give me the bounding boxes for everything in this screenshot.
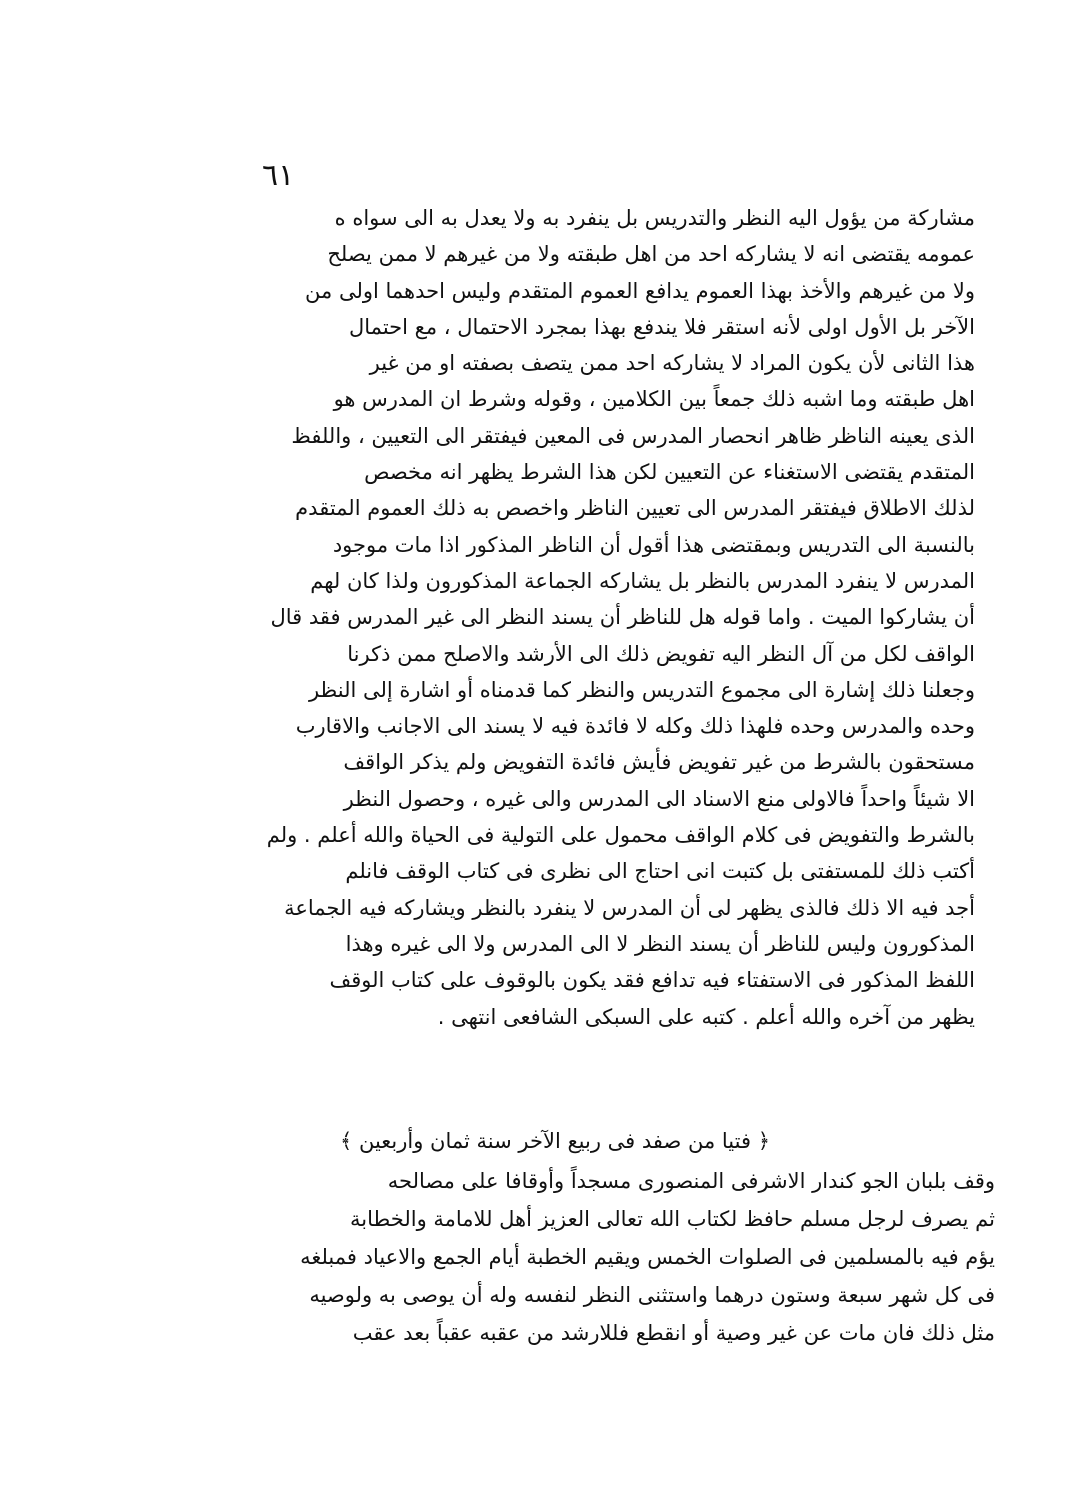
text-line: المتقدم يقتضى الاستغناء عن التعيين لكن هذا الشرط يظهر انه مخصص — [364, 460, 975, 485]
page-number: ٦١ — [262, 158, 295, 193]
second-paragraph — [165, 1162, 995, 1352]
text-line: يؤم فيه بالمسلمين فى الصلوات الخمس ويقيم الخطبة أيام الجمع والاعياد فمبلغه — [300, 1245, 995, 1269]
text-line: ولا من غيرهم والأخذ بهذا العموم يدافع العموم المتقدم وليس احدهما اولى من — [305, 278, 975, 303]
main-paragraph — [190, 200, 975, 1035]
text-line: ثم يصرف لرجل مسلم حافظ لكتاب الله تعالى العزيز أهل للامامة والخطابة — [350, 1207, 995, 1231]
text-line: أكتب ذلك للمستفتى بل كتبت انى احتاج الى نظرى فى كتاب الوقف فانلم — [345, 859, 975, 884]
text-line: وحده والمدرس وحده فلهذا ذلك وكله لا فائدة فيه لا يسند الى الاجانب والاقارب — [295, 714, 975, 739]
text-line: الآخر بل الأول اولى لأنه استقر فلا يندفع بهذا بمجرد الاحتمال ، مع احتمال — [349, 314, 975, 339]
text-line: عمومه يقتضى انه لا يشاركه احد من اهل طبقته ولا من غيرهم لا ممن يصلح — [327, 242, 975, 267]
text-line: مشاركة من يؤول اليه النظر والتدريس بل ينفرد به ولا يعدل به الى سواه ه — [334, 206, 975, 230]
text-line: المذكورون وليس للناظر أن يسند النظر لا الى المدرس ولا الى غيره وهذا — [345, 931, 975, 956]
text-line: لذلك الاطلاق فيفتقر المدرس الى تعيين الناظر واخصص به ذلك العموم المتقدم — [295, 496, 975, 521]
text-line: وقف بلبان الجو كندار الاشرفى المنصورى مسجداً وأوقافا على مصالحه — [387, 1169, 995, 1193]
text-line: بالنسبة الى التدريس وبمقتضى هذا أقول أن الناظر المذكور اذا مات موجود — [332, 532, 975, 557]
text-line: مستحقون بالشرط من غير تفويض فأيش فائدة التفويض ولم يذكر الواقف — [343, 750, 975, 775]
text-line: بالشرط والتفويض فى كلام الواقف محمول على التولية فى الحياة والله أعلم . ولم — [266, 823, 975, 848]
text-line: هذا الثانى لأن يكون المراد لا يشاركه احد ممن يتصف بصفته او من غير — [369, 351, 975, 376]
text-line: المدرس لا ينفرد المدرس بالنظر بل يشاركه الجماعة المذكورون ولذا كان لهم — [310, 568, 975, 593]
text-line: يظهر من آخره والله أعلم . كتبه على السبكى الشافعى انتهى . — [437, 1004, 975, 1029]
text-line: فى كل شهر سبعة وستون درهما واستثنى النظر لنفسه وله أن يوصى به ولوصيه — [309, 1283, 995, 1307]
text-line: أن يشاركوا الميت . واما قوله هل للناظر أن يسند النظر الى غير المدرس فقد قال — [270, 605, 975, 630]
text-line: مثل ذلك فان مات عن غير وصية أو انقطع فللارشد من عقبه عقباً بعد عقب — [352, 1321, 995, 1345]
text-line: أجد فيه الا ذلك فالذى يظهر لى أن المدرس لا ينفرد بالنظر ويشاركه فيه الجماعة — [284, 895, 975, 920]
text-line: وجعلنا ذلك إشارة الى مجموع التدريس والنظر كما قدمناه أو اشارة إلى النظر — [308, 677, 975, 702]
text-line: الا شيئاً واحداً فالاولى منع الاسناد الى المدرس والى غيره ، وحصول النظر — [343, 786, 975, 811]
text-line: اهل طبقته وما اشبه ذلك جمعاً بين الكلامين ، وقوله وشرط ان المدرس هو — [333, 387, 975, 412]
text-line: الواقف لكل من آل النظر اليه تفويض ذلك الى الأرشد والاصلح ممن ذكرنا — [347, 641, 975, 666]
section-heading: ﴿ فتيا من صفد فى ربيع الآخر سنة ثمان وأربعين ﴾ — [339, 1129, 771, 1153]
text-line: اللفظ المذكور فى الاستفتاء فيه تدافع فقد يكون بالوقوف على كتاب الوقف — [329, 968, 975, 993]
text-line: الذى يعينه الناظر ظاهر انحصار المدرس فى المعين فيفتقر الى التعيين ، واللفظ — [291, 423, 975, 448]
